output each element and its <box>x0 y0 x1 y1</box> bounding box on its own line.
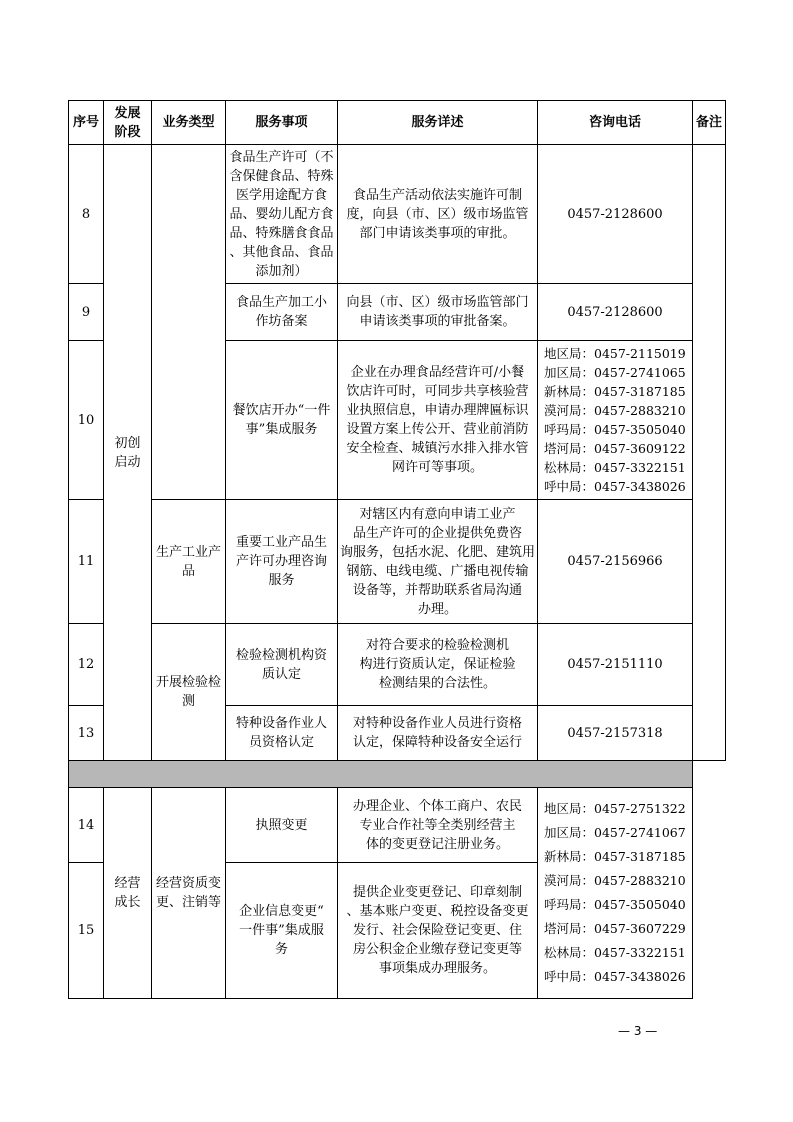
service-item: 食品生产加工小 作坊备案 <box>225 283 338 341</box>
service-item: 企业信息变更“ 一件事”集成服 务 <box>225 862 338 999</box>
service-item: 检验检测机构资 质认定 <box>225 623 338 706</box>
phone-line: 呼中局：0457-3438026 <box>544 969 686 984</box>
service-detail: 提供企业变更登记、印章刻制 、基本账户变更、税控设备变更 发行、社会保险登记变更、住 房公积金企业缴存登记变更等 事项集成办理服务。 <box>337 862 538 999</box>
phone-line: 松林局：0457-3322151 <box>544 945 686 960</box>
service-detail: 企业在办理食品经营许可/小餐 饮店许可时，可同步共享核验营 业执照信息，申请办理牌匾标识 设置方案上传公开、营业前消防 安全检查、城镇污水排入排水管 网许可等事项。 <box>337 340 538 500</box>
phone-line: 加区局：0457-2741067 <box>544 825 686 840</box>
row-seq: 10 <box>68 340 104 500</box>
row-seq: 13 <box>68 705 104 761</box>
service-item: 重要工业产品生 产许可办理咨询 服务 <box>225 499 338 624</box>
header-stage: 发展 阶段 <box>103 100 152 145</box>
service-detail: 食品生产活动依法实施许可制 度，向县（市、区）级市场监管 部门申请该类事项的审批。 <box>337 144 538 284</box>
phone-cell: 0457-2128600 <box>537 144 693 284</box>
phone-line: 松林局：0457-3322151 <box>544 460 686 475</box>
business-type-cell: 生产工业产 品 <box>151 499 226 624</box>
service-detail: 办理企业、个体工商户、农民 专业合作社等全类别经营主 体的变更登记注册业务。 <box>337 787 538 863</box>
header-service-detail: 服务详述 <box>337 100 538 145</box>
row-seq: 12 <box>68 623 104 706</box>
phone-line: 漠河局：0457-2883210 <box>544 873 686 888</box>
phone-list <box>537 787 693 999</box>
stage-growth: 经营 成长 <box>103 787 152 999</box>
phone-line: 呼玛局：0457-3505040 <box>544 422 686 437</box>
service-item: 执照变更 <box>225 787 338 863</box>
header-remark: 备注 <box>692 100 726 145</box>
service-item: 食品生产许可（不 含保健食品、特殊 医学用途配方食 品、婴幼儿配方食 品、特殊膳食食品 、其他食品、食品 添加剂） <box>225 144 338 284</box>
remark-cell <box>692 144 726 761</box>
phone-line: 加区局：0457-2741065 <box>544 365 686 380</box>
stage-startup: 初创 启动 <box>103 144 152 761</box>
service-detail: 对特种设备作业人员进行资格 认定，保障特种设备安全运行 <box>337 705 538 761</box>
service-item: 餐饮店开办“一件 事”集成服务 <box>225 340 338 500</box>
business-type-cell <box>151 144 226 500</box>
phone-line: 地区局：0457-2115019 <box>544 346 686 361</box>
business-type-cell: 经营资质变 更、注销等 <box>151 787 226 999</box>
service-detail: 对符合要求的检验检测机 构进行资质认定，保证检验 检测结果的合法性。 <box>337 623 538 706</box>
phone-line: 塔河局：0457-3609122 <box>544 441 686 456</box>
phone-cell: 0457-2128600 <box>537 283 693 341</box>
row-seq: 9 <box>68 283 104 341</box>
phone-line: 漠河局：0457-2883210 <box>544 403 686 418</box>
header-seq: 序号 <box>68 100 104 145</box>
phone-cell: 0457-2151110 <box>537 623 693 706</box>
row-seq: 15 <box>68 862 104 999</box>
section-separator <box>68 760 693 788</box>
header-phone: 咨询电话 <box>537 100 693 145</box>
service-detail: 向县（市、区）级市场监管部门 申请该类事项的审批备案。 <box>337 283 538 341</box>
page-number: — 3 — <box>618 1024 658 1038</box>
header-business-type: 业务类型 <box>151 100 226 145</box>
phone-line: 新林局：0457-3187185 <box>544 384 686 399</box>
row-seq: 14 <box>68 787 104 863</box>
phone-line: 地区局：0457-2751322 <box>544 801 686 816</box>
phone-list <box>537 340 693 500</box>
row-seq: 11 <box>68 499 104 624</box>
header-service-item: 服务事项 <box>225 100 338 145</box>
phone-cell: 0457-2156966 <box>537 499 693 624</box>
phone-line: 塔河局：0457-3607229 <box>544 921 686 936</box>
phone-cell: 0457-2157318 <box>537 705 693 761</box>
phone-line: 呼中局：0457-3438026 <box>544 479 686 494</box>
row-seq: 8 <box>68 144 104 284</box>
service-item: 特种设备作业人 员资格认定 <box>225 705 338 761</box>
service-detail: 对辖区内有意向申请工业产 品生产许可的企业提供免费咨 询服务，包括水泥、化肥、建筑用 钢筋、电线电缆、广播电视传输 设备等，并帮助联系省局沟通 办理。 <box>337 499 538 624</box>
business-type-cell: 开展检验检 测 <box>151 623 226 761</box>
phone-line: 新林局：0457-3187185 <box>544 849 686 864</box>
phone-line: 呼玛局：0457-3505040 <box>544 897 686 912</box>
